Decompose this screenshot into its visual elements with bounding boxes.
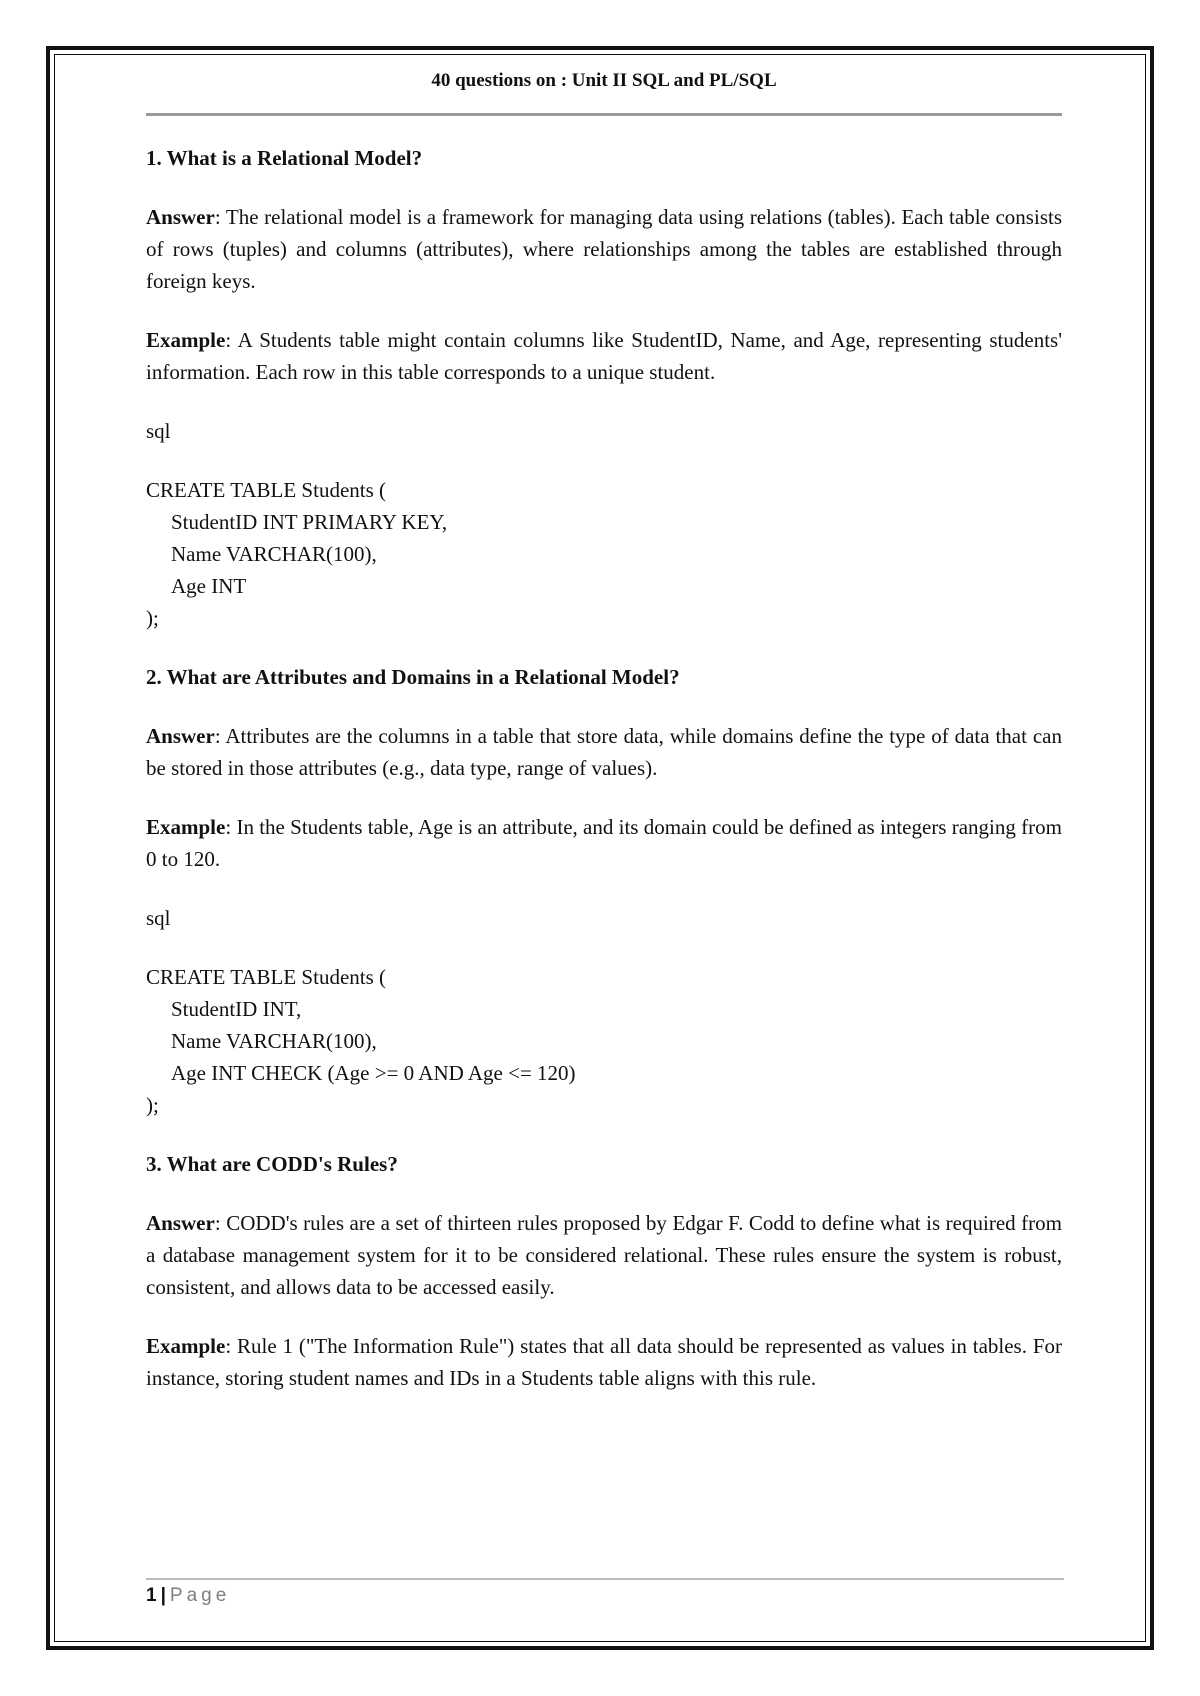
question-1-example xyxy=(146,324,1062,388)
question-2-code-language: sql xyxy=(146,906,171,930)
question-1-answer xyxy=(146,201,1062,297)
example-text: : A Students table might contain columns like StudentID, Name, and Age, representing students' information. Each row in this table corresponds to a unique student. xyxy=(146,328,1062,384)
code-line: CREATE TABLE Students ( xyxy=(146,965,387,989)
code-line: ); xyxy=(146,1093,159,1117)
document-body xyxy=(146,142,1062,1421)
example-label: Example xyxy=(146,815,226,839)
code-line: StudentID INT PRIMARY KEY, xyxy=(171,510,448,534)
question-2-answer xyxy=(146,720,1062,784)
code-line: CREATE TABLE Students ( xyxy=(146,478,387,502)
code-line: Name VARCHAR(100), xyxy=(171,1029,377,1053)
footer-separator: | xyxy=(160,1585,166,1606)
answer-text: : Attributes are the columns in a table that store data, while domains define the type of data that can be stored in those attributes (e.g., data type, range of values). xyxy=(146,724,1062,780)
footer-divider xyxy=(146,1578,1064,1580)
example-text: : Rule 1 ("The Information Rule") states that all data should be represented as values in tables. For instance, storing student names and IDs in a Students table aligns with this rule. xyxy=(146,1334,1062,1390)
code-line: ); xyxy=(146,606,159,630)
answer-text: : The relational model is a framework for managing data using relations (tables). Each table consists of rows (tuples) and columns (attributes), where relationships among the tables are established through foreign keys. xyxy=(146,205,1062,293)
header-divider xyxy=(146,113,1062,116)
page-footer xyxy=(146,1585,230,1607)
example-label: Example xyxy=(146,1334,226,1358)
answer-label: Answer xyxy=(146,205,215,229)
answer-label: Answer xyxy=(146,1211,215,1235)
page-number: 1 xyxy=(146,1585,157,1606)
question-1-code-block xyxy=(146,474,1062,634)
page-header-title: 40 questions on : Unit II SQL and PL/SQL xyxy=(431,70,777,91)
question-2-example xyxy=(146,811,1062,875)
code-line: Name VARCHAR(100), xyxy=(171,542,377,566)
question-2-code-block xyxy=(146,961,1062,1121)
code-line: StudentID INT, xyxy=(171,997,302,1021)
code-line: Age INT CHECK (Age >= 0 AND Age <= 120) xyxy=(171,1061,576,1085)
question-3-example xyxy=(146,1330,1062,1394)
example-label: Example xyxy=(146,328,226,352)
question-3-answer xyxy=(146,1207,1062,1303)
answer-text: : CODD's rules are a set of thirteen rules proposed by Edgar F. Codd to define what is required from a database management system for it to be considered relational. These rules ensure the system is robust, consistent, and allows data to be accessed easily. xyxy=(146,1211,1062,1299)
page-word: Page xyxy=(169,1585,231,1606)
answer-label: Answer xyxy=(146,724,215,748)
question-1-code-language: sql xyxy=(146,419,171,443)
code-line: Age INT xyxy=(171,574,247,598)
question-2-title: 2. What are Attributes and Domains in a Relational Model? xyxy=(146,665,680,689)
example-text: : In the Students table, Age is an attribute, and its domain could be defined as integers ranging from 0 to 120. xyxy=(146,815,1062,871)
question-1-title: 1. What is a Relational Model? xyxy=(146,146,423,170)
question-3-title: 3. What are CODD's Rules? xyxy=(146,1152,398,1176)
